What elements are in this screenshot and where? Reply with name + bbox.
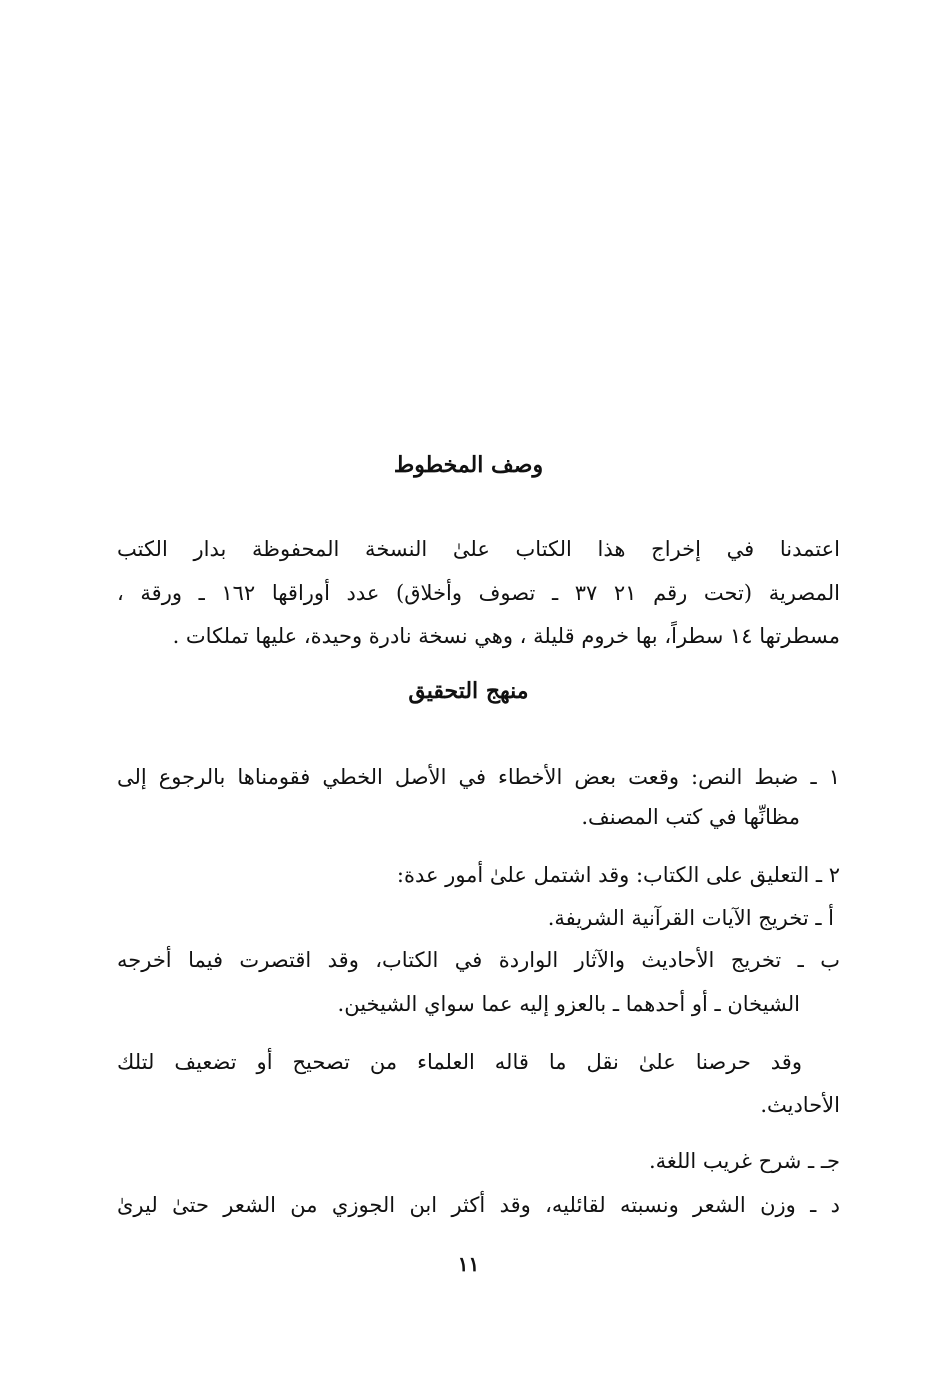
page-number: ١١ — [457, 1252, 480, 1276]
item-2-line: ٢ ـ التعليق على الكتاب: وقد اشتمل علىٰ أمور عدة: — [396, 863, 840, 887]
item-1-line-1: ١ ـ ضبط النص: وقعت بعض الأخطاء في الأصل الخطي فقومناها بالرجوع إلى — [117, 765, 840, 789]
paragraph-line-1: وقد حرصنا علىٰ نقل ما قاله العلماء من تصحيح أو تضعيف لتلك — [117, 1050, 802, 1074]
paragraph-line-2: الأحاديث. — [760, 1093, 840, 1117]
sub-item-b-line-2: الشيخان ـ أو أحدهما ـ بالعزو إليه عما سواي الشيخين. — [337, 992, 800, 1016]
sub-item-b-line-1: ب ـ تخريج الأحاديث والآثار الواردة في الكتاب، وقد اقتصرت فيما أخرجه — [117, 948, 840, 972]
manuscript-line-3: مسطرتها ١٤ سطراً، بها خروم قليلة ، وهي نسخة نادرة وحيدة، عليها تملكات . — [172, 624, 840, 648]
manuscript-description-heading: وصف المخطوط — [393, 452, 544, 478]
sub-item-j: جـ ـ شرح غريب اللغة. — [648, 1149, 840, 1173]
manuscript-line-2: المصرية (تحت رقم ٢١ ٣٧ ـ تصوف وأخلاق) عدد أوراقها ١٦٢ ـ ورقة ، — [117, 581, 840, 605]
sub-item-d: د ـ وزن الشعر ونسبته لقائليه، وقد أكثر ابن الجوزي من الشعر حتىٰ ليرىٰ — [117, 1193, 840, 1217]
manuscript-line-1: اعتمدنا في إخراج هذا الكتاب علىٰ النسخة المحفوظة بدار الكتب — [117, 537, 840, 561]
verification-method-heading: منهج التحقيق — [408, 678, 529, 704]
item-1-line-2: مظانِّها في كتب المصنف. — [581, 805, 800, 829]
sub-item-a: أ ـ تخريج الآيات القرآنية الشريفة. — [547, 906, 834, 930]
